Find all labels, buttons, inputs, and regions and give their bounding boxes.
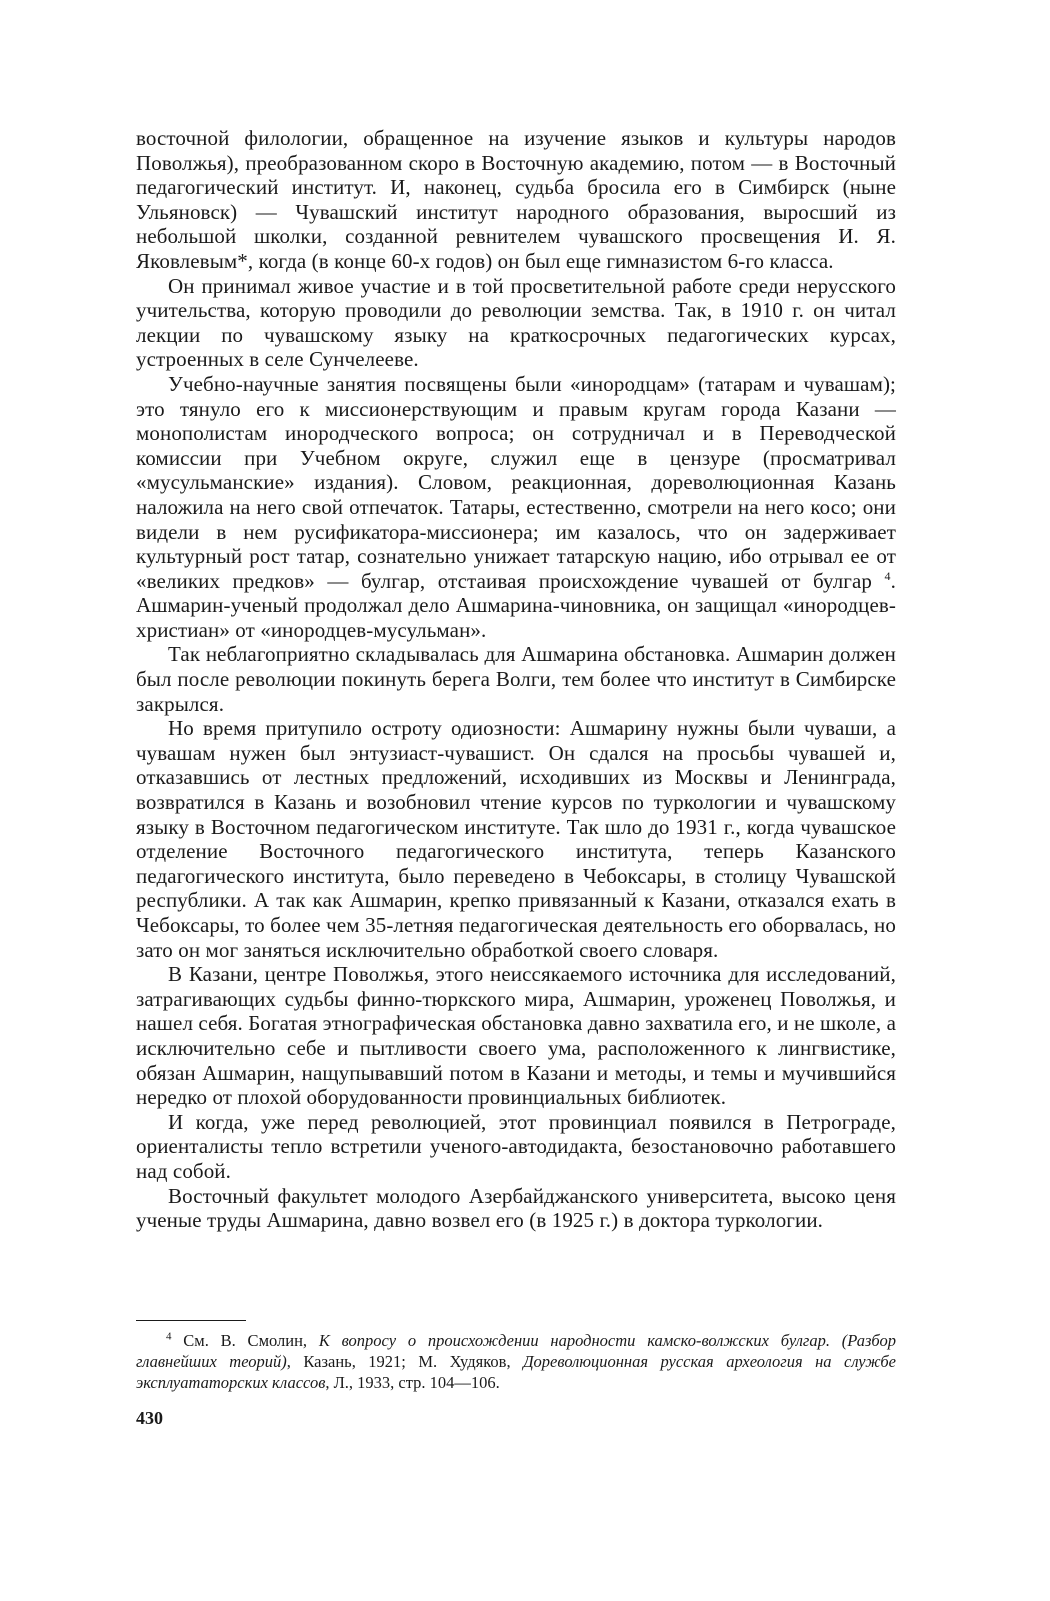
paragraph-4: Так неблагоприятно складывалась для Ашмарина обстановка. Ашмарин должен был после революции покинуть берега Волги, тем более что институт в Симбирске закрылся. xyxy=(136,642,896,716)
paragraph-5: Но время притупило остроту одиозности: Ашмарину нужны были чуваши, а чувашам нужен был энтузиаст-чувашист. Он сдался на просьбы чувашей и, отказавшись от лестных предложений, исходивших из Москвы и Ленинграда, возвратился в Казань и возобновил чтение курсов по туркологии и чувашскому языку в Восточном педагогическом институте. Так шло до 1931 г., когда чувашское отделение Восточного педагогического института, теперь Казанского педагогического института, было переведено в Чебоксары, в столицу Чувашской республики. А так как Ашмарин, крепко привязанный к Казани, отказался ехать в Чебоксары, то более чем 35-летняя педагогическая деятельность его оборвалась, но зато он мог заняться исключительно обработкой своего словаря. xyxy=(136,716,896,962)
footnotes xyxy=(136,1330,896,1393)
paragraph-3-tail: . Ашмарин-ученый продолжал дело Ашмарина-чиновника, он защищал «инородцев-христиан» от «инородцев-мусульман». xyxy=(136,568,896,642)
main-text xyxy=(136,126,896,1233)
page-number: 430 xyxy=(136,1408,163,1428)
paragraph-8: Восточный факультет молодого Азербайджанского университета, высоко ценя ученые труды Ашмарина, давно возвел его (в 1925 г.) в доктора туркологии. xyxy=(136,1183,896,1233)
footnote-mark: 4 xyxy=(166,1330,172,1343)
paragraph-1: восточной филологии, обращенное на изучение языков и культуры народов Поволжья), преобразованном скоро в Восточную академию, потом — в Восточный педагогический институт. И, наконец, судьба бросила его в Симбирск (ныне Ульяновск) — Чувашский институт народного образования, выросший из небольшой школки, созданной ревнителем чувашского просвещения И. Я. Яковлевым*, когда (в конце 60-х годов) он был еще гимназистом 6-го класса. xyxy=(136,126,896,273)
footnote-reference[interactable]: 4 xyxy=(884,568,891,583)
footnote-divider xyxy=(136,1320,246,1321)
paragraph-3 xyxy=(136,372,896,643)
paragraph-2: Он принимал живое участие и в той просветительной работе среди нерусского учительства, которую проводили до революции земства. Так, в 1910 г. он читал лекции по чувашскому языку на краткосрочных педагогических курсах, устроенных в селе Сунчелееве. xyxy=(136,273,896,372)
paragraph-3-text: Учебно-научные занятия посвящены были «инородцам» (татарам и чувашам); это тянуло его к миссионерствующим и правым кругам города Казани — монополистам инородческого вопроса; он сотрудничал и в Переводческой комиссии при Учебном округе, служил еще в цензуре (просматривал «мусульманские» издания). Словом, реакционная, дореволюционная Казань наложила на него свой отпечаток. Татары, естественно, смотрели на него косо; они видели в нем русификатора-миссионера; им казалось, что он задерживает культурный рост татар, сознательно унижает татарскую нацию, ибо отрывал ее от «великих предков» — булгар, отстаивая происхождение чувашей от булгар xyxy=(136,371,896,593)
paragraph-7: И когда, уже перед революцией, этот провинциал появился в Петрограде, ориенталисты тепло встретили ученого-автодидакта, безостановочно работавшего над собой. xyxy=(136,1109,896,1183)
footnote-text-2: , Казань, 1921; М. Худяков, xyxy=(286,1352,524,1371)
footnote-text-3: , Л., 1933, стр. 104—106. xyxy=(325,1373,500,1392)
paragraph-6: В Казани, центре Поволжья, этого неиссякаемого источника для исследований, затрагивающих судьбы финно-тюркского мира, Ашмарин, уроженец Поволжья, и нашел себя. Богатая этнографическая обстановка давно захватила его, и не школе, а исключительно себе и пытливости своего ума, расположенного к лингвистике, обязан Ашмарин, нащупывавший потом в Казани и методы, и темы и мучившийся нередко от плохой оборудованности провинциальных библиотек. xyxy=(136,962,896,1110)
footnote-text-1: См. В. Смолин, xyxy=(171,1331,319,1350)
footnote-title-2: Дореволюционная русская археология на службе эксплуататорских классов xyxy=(136,1352,896,1392)
footnote-title-1: К вопросу о происхождении народности камско-волжских булгар. (Разбор главнейших теорий) xyxy=(136,1331,896,1371)
footnote-4 xyxy=(136,1330,896,1393)
